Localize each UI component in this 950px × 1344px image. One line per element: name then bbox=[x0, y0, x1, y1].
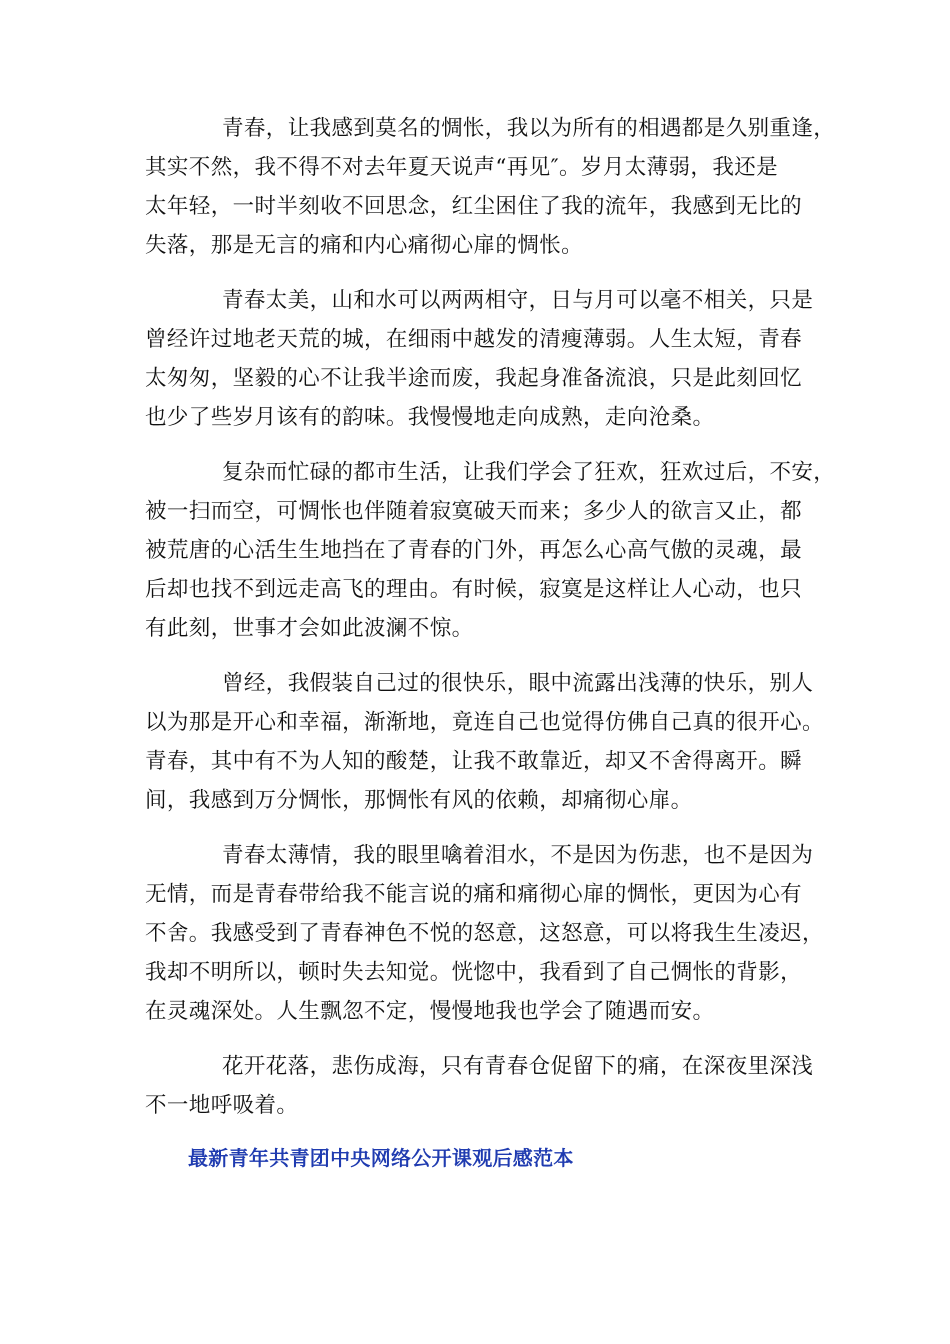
paragraph-line: 失落，那是无言的痛和内心痛彻心扉的惆怅。 bbox=[145, 233, 584, 258]
paragraph-line: 后却也找不到远走高飞的理由。有时候，寂寞是这样让人心动，也只 bbox=[145, 577, 803, 602]
paragraph-line: 青春，其中有不为人知的酸楚，让我不敢靠近，却又不舍得离开。瞬 bbox=[145, 749, 803, 774]
paragraph-line: 青春太薄情，我的眼里噙着泪水，不是因为伤悲，也不是因为 bbox=[222, 843, 814, 868]
paragraph-line: 青春太美，山和水可以两两相守，日与月可以毫不相关，只是 bbox=[222, 288, 814, 313]
paragraph-line: 太年轻，一时半刻收不回思念，红尘困住了我的流年，我感到无比的 bbox=[145, 194, 803, 219]
paragraph-line: 被一扫而空，可惆怅也伴随着寂寞破天而来；多少人的欲言又止，都 bbox=[145, 499, 803, 524]
paragraph-line: 以为那是开心和幸福，渐渐地，竟连自己也觉得仿佛自己真的很开心。 bbox=[145, 710, 824, 735]
paragraph-line: 在灵魂深处。人生飘忽不定，慢慢地我也学会了随遇而安。 bbox=[145, 999, 715, 1024]
paragraph-line: 也少了些岁月该有的韵味。我慢慢地走向成熟，走向沧桑。 bbox=[145, 405, 715, 430]
paragraph-line: 不一地呼吸着。 bbox=[145, 1093, 299, 1118]
paragraph-line: 复杂而忙碌的都市生活，让我们学会了狂欢，狂欢过后，不安， bbox=[222, 460, 836, 485]
paragraph-line: 不舍。我感受到了青春神色不悦的怒意，这怒意，可以将我生生凌迟， bbox=[145, 921, 824, 946]
paragraph-line: 被荒唐的心活生生地挡在了青春的门外，再怎么心高气傲的灵魂，最 bbox=[145, 538, 803, 563]
paragraph-line: 曾经许过地老天荒的城，在细雨中越发的清瘦薄弱。人生太短，青春 bbox=[145, 327, 803, 352]
paragraph-line: 间，我感到万分惆怅，那惆怅有风的依赖，却痛彻心扉。 bbox=[145, 788, 693, 813]
paragraph-line: 无情，而是青春带给我不能言说的痛和痛彻心扉的惆怅，更因为心有 bbox=[145, 882, 803, 907]
paragraph-line: 我却不明所以，顿时失去知觉。恍惚中，我看到了自己惆怅的背影， bbox=[145, 960, 803, 985]
paragraph-line: 太匆匆，坚毅的心不让我半途而废，我起身准备流浪，只是此刻回忆 bbox=[145, 366, 803, 391]
paragraph-line: 曾经，我假装自己过的很快乐，眼中流露出浅薄的快乐，别人 bbox=[222, 671, 814, 696]
paragraph-line: 青春，让我感到莫名的惆怅，我以为所有的相遇都是久别重逢， bbox=[222, 116, 836, 141]
paragraph-line: 有此刻，世事才会如此波澜不惊。 bbox=[145, 616, 474, 641]
paragraph-line: 花开花落，悲伤成海，只有青春仓促留下的痛，在深夜里深浅 bbox=[222, 1054, 814, 1079]
section-heading: 最新青年共青团中央网络公开课观后感范本 bbox=[188, 1146, 574, 1170]
paragraph-line: 其实不然，我不得不对去年夏天说声“再见″。岁月太薄弱，我还是 bbox=[145, 155, 779, 180]
